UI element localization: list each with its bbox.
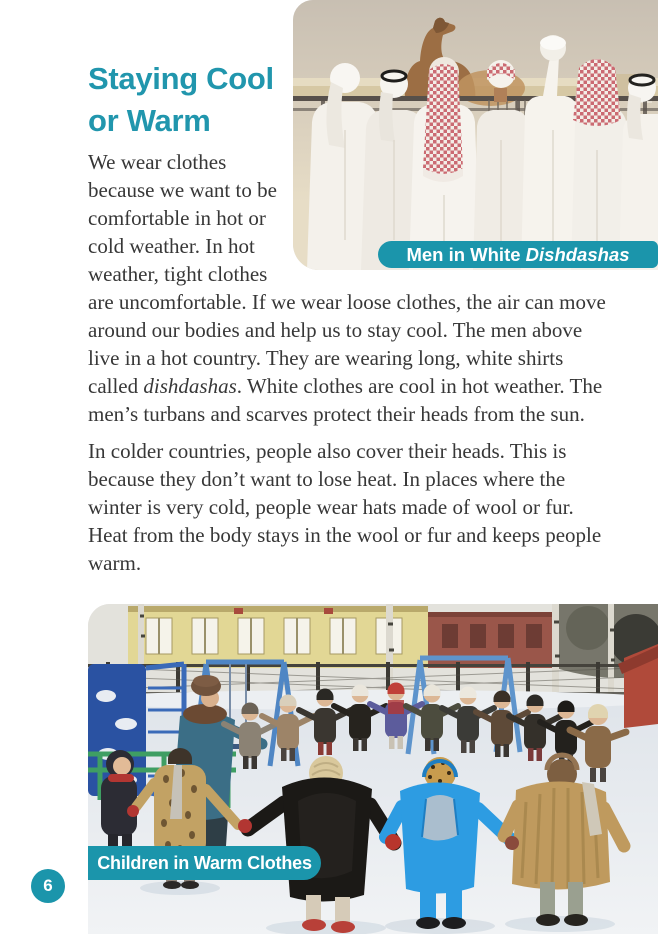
text-wrap-spacer xyxy=(286,148,608,272)
winter-playground-illustration xyxy=(88,604,658,934)
page-number-text: 6 xyxy=(43,876,53,895)
photo-caption-children-text: Children in Warm Clothes xyxy=(97,852,312,873)
photo-caption-men-text: Men in White Dishdashas xyxy=(406,243,630,265)
page-title-line1: Staying Cool xyxy=(88,61,274,96)
page-title xyxy=(88,58,608,142)
text-column xyxy=(88,58,608,586)
photo-caption-children xyxy=(88,846,321,880)
paragraph-1: We wear clothes because we want to be comfortable in hot or cold weather. In hot weather, tight clothes are uncomfortable. If we wear loose clothes, the air can move around our bodies and help us to stay cool. The men above live in a hot country. They are wearing long, white shirts called dishdashas. White clothes are cool in hot weather. The men’s turbans and scarves protect their heads from the sun. xyxy=(88,150,606,426)
photo-children-in-warm-clothes xyxy=(88,604,658,934)
paragraph-2: In colder countries, people also cover their heads. This is because they don’t want to lose heat. In places where the winter is very cold, people wear hats made of wool or fur. Heat from the body stays in the wool or fur and keeps people warm. xyxy=(88,439,602,575)
page-number-badge xyxy=(31,869,65,903)
yellow-building xyxy=(128,606,428,668)
page-title-line2: or Warm xyxy=(88,103,211,138)
